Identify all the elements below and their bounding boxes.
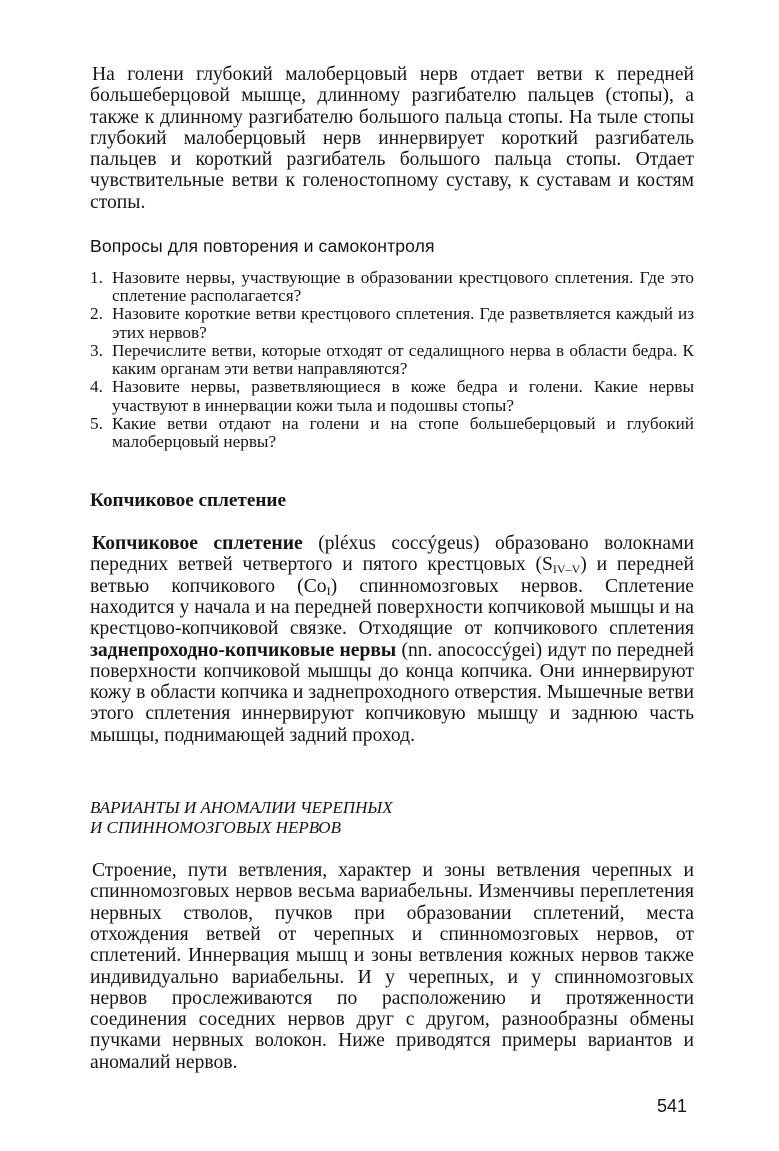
questions-list: [90, 269, 694, 451]
question-text: Перечислите ветви, которые отходят от седалищного нерва в области бедра. К каким органам эти ветви направляются?: [112, 340, 694, 379]
question-number: 2.: [90, 304, 103, 324]
question-text: Назовите нервы, участвующие в образовании крестцового сплетения. Где это сплетение располагается?: [112, 268, 694, 306]
question-number: 3.: [90, 340, 103, 360]
intro-paragraph: На голени глубокий малоберцовый нерв отдает ветви к передней большеберцовой мышце, длинному разгибателю пальцев (стопы), а также к длинному разгибателю большого пальца стопы. На тыле стопы глубокий малоберцовый нерв иннервирует короткий разгибатель пальцев и короткий разгибатель большого пальца стопы. Отдает чувствительные ветви к голеностопному суставу, к суставам и костям стопы.: [90, 64, 694, 213]
question-number: 5.: [90, 413, 103, 433]
term-anococcygeal-nerves: заднепроходно-копчиковые нервы: [90, 639, 397, 661]
term-coccygeal-plexus: Копчиковое сплетение: [92, 533, 303, 555]
coccygeal-text-2: ) и передней ветвью копчикового (Co: [90, 554, 694, 597]
question-number: 1.: [90, 268, 103, 288]
question-item: [90, 342, 694, 378]
question-text: Назовите нервы, разветвляющиеся в коже бедра и голени. Какие нервы участвуют в иннервации кожи тыла и подошвы стопы?: [112, 377, 694, 415]
section-title-variants: [90, 798, 694, 838]
page-number: 541: [657, 1096, 688, 1116]
page-content: [90, 64, 694, 1073]
questions-heading: Вопросы для повторения и самоконтроля: [90, 236, 435, 257]
question-text: Назовите короткие ветви крестцового сплетения. Где разветвляется каждый из этих нервов?: [112, 304, 694, 342]
coccygeal-text-4: (nn. anococcýgei) идут по передней поверхности копчиковой мышцы до конца копчика. Они иннервируют кожу в области копчика и заднепроходного отверстия. Мышечные ветви этого сплетения иннервируют копчиковую мышцу и заднюю часть мышцы, поднимающей задний проход.: [90, 639, 694, 746]
variants-heading-line-1: ВАРИАНТЫ И АНОМАЛИИ ЧЕРЕПНЫХ: [90, 798, 393, 818]
subscript-coccygeal: I: [326, 583, 331, 598]
coccygeal-text-1: образовано волокнами передних ветвей четвертого и пятого крестцовых (S: [90, 533, 694, 576]
question-item: [90, 415, 694, 451]
question-item: [90, 269, 694, 305]
section-title-coccygeal: Копчиковое сплетение: [90, 490, 286, 512]
variants-heading-line-2: И СПИННОМОЗГОВЫХ НЕРВОВ: [90, 818, 341, 838]
question-text: Какие ветви отдают на голени и на стопе большеберцовый и глубокий малоберцовый нервы?: [112, 413, 694, 451]
variants-paragraph: Строение, пути ветвления, характер и зоны ветвления черепных и спинномозговых нервов весьма вариабельны. Изменчивы переплетения нервных стволов, пучков при образовании сплетений, места отхождения ветвей от черепных и спинномозговых нервов, от сплетений. Иннервация мышц и зоны ветвления кожных нервов также индивидуально вариабельны. И у черепных, и у спинномозговых нервов прослеживаются по расположению и протяженности соединения соседних нервов друг с другом, разнообразны обмены пучками нервных волокон. Ниже приводятся примеры вариантов и аномалий нервов.: [90, 860, 694, 1073]
latin-term: (pléxus coccýgeus): [318, 533, 480, 555]
question-item: [90, 305, 694, 341]
coccygeal-text-3: ) спинномозговых нервов. Сплетение находится у начала и на передней поверхности копчиковой мышцы и на крестцово-копчиковой связке. Отходящие от копчикового сплетения: [90, 575, 695, 640]
coccygeal-paragraph: [90, 533, 694, 746]
question-number: 4.: [90, 377, 103, 397]
subscript-sacral: IV–V: [552, 562, 581, 577]
question-item: [90, 378, 694, 414]
